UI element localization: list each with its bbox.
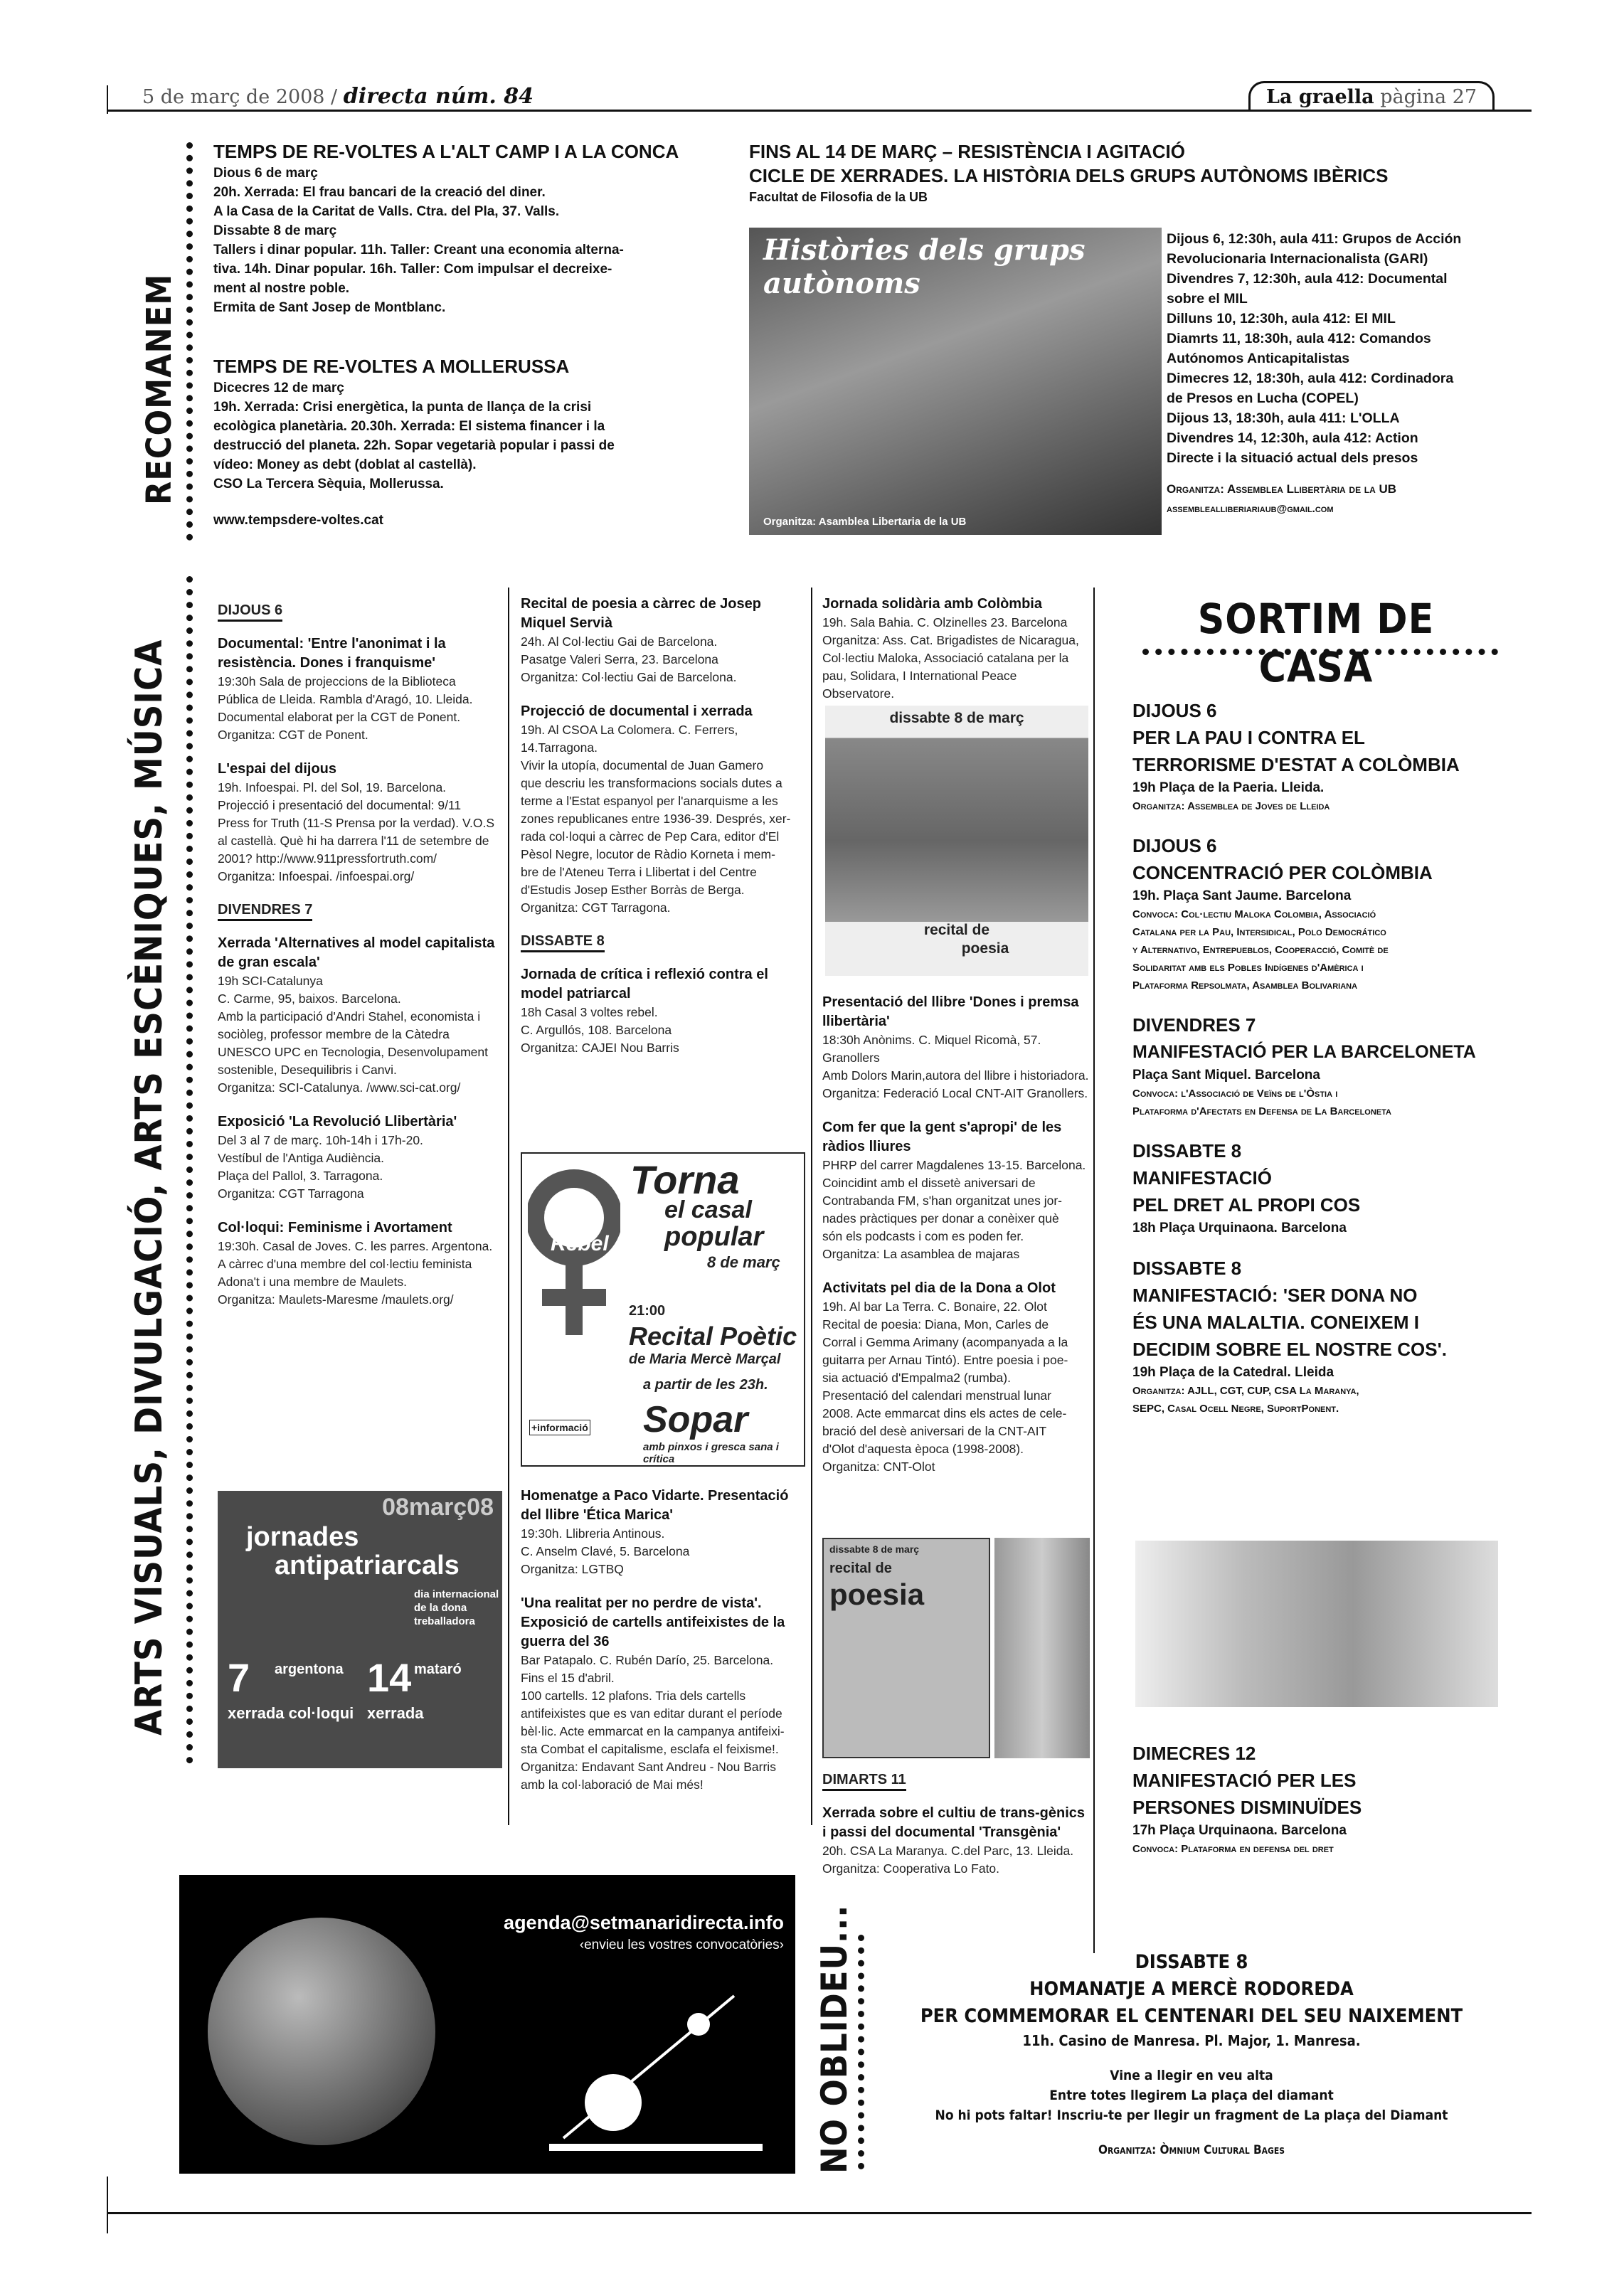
event: Xerrada sobre el cultiu de trans-gènics i passi del documental 'Transgènia' 20h. CSA La Maranya. C.del Parc, 13. Lleida. Organitza: Cooperativa Lo Fato. bbox=[822, 1805, 1086, 1876]
dotted-rule bbox=[186, 142, 193, 541]
footer-rule bbox=[107, 2212, 1532, 2214]
event: Jornada solidària amb Colòmbia 19h. Sala Bahia. C. Olzinelles 23. Barcelona Organitza: Ass. Cat. Brigadistes de Nicaragua, Col·lectiu Maloka, Associació catalana per la pau, Solidara, I International Peace Observatore. bbox=[822, 596, 1079, 701]
event: Recital de poesia a càrrec de Josep Miquel Servià 24h. Al Col·lectiu Gai de Barcelona. Pasatge Valeri Serra, 23. Barcelona Organitza: Col·lectiu Gai de Barcelona. bbox=[521, 596, 761, 684]
sortim-event: DIJOUS 6 CONCENTRACIÓ PER COLÒMBIA 19h. Plaça Sant Jaume. Barcelona Convoca: Col·lectiu Maloka Colombia, Associació Catalana per la Pau, Intersidical, Polo Democrático y Alternativo, Entrepueblos, Cooperacció, Comitè de Solidaritat amb els Pobles Indígenes d'Amèrica i Plataforma Repsolmata, Asamblea Bolivariana bbox=[1132, 835, 1433, 992]
sortim-event: DIMECRES 12 MANIFESTACIÓ PER LES PERSONES DISMINUÏDES 17h Plaça Urquinaona. Barcelona Convoca: Plataforma en defensa del dret bbox=[1132, 1743, 1362, 1855]
sortim-list bbox=[1132, 697, 1502, 1435]
section-oblideu: NO OBLIDEU... bbox=[814, 1904, 855, 2174]
recomanem-block-2: TEMPS DE RE-VOLTES A MOLLERUSSA Dicecres 12 de març 19h. Xerrada: Crisi energètica, la punta de llança de la crisi ecològica planetària. 20.30h. Xerrada: El sistema financer i la destrucció del planeta. 22h. Sopar vegetarià popular i passi de vídeo: Money as debt (doblat al castellà). CSO La Tercera Sèquia, Mollerussa. www.tempsdere-voltes.cat bbox=[213, 354, 726, 530]
dotted-rule bbox=[1142, 649, 1498, 656]
event: Homenatge a Paco Vidarte. Presentació del llibre 'Ética Marica' 19:30h. Llibreria Antinous. C. Anselm Clavé, 5. Barcelona Organitza: LGTBQ bbox=[521, 1488, 789, 1576]
recomanem-block-3: FINS AL 14 DE MARÇ – RESISTÈNCIA I AGITACIÓ CICLE DE XERRADES. LA HISTÒRIA DELS GRUPS AUTÒNOMS IBÈRICS Facultat de Filosofia de la UB bbox=[749, 141, 1389, 204]
megaphone-figure-icon bbox=[549, 1982, 763, 2152]
sortim-event: DISSABTE 8 MANIFESTACIÓ PEL DRET AL PROPI COS 18h Plaça Urquinaona. Barcelona bbox=[1132, 1140, 1361, 1235]
photo-decorative bbox=[994, 1538, 1090, 1758]
event: Xerrada 'Alternatives al model capitalista de gran escala' 19h SCI-Catalunya C. Carme, 95, baixos. Barcelona. Amb la participació d'Andri Stahel, economista i sociòleg, professor membre de la Càtedra UNESCO UPC en Tecnologia, Desenvolupament sostenible, Desequilibris i Canvi. Organitza: SCI-Catalunya. /www.sci-cat.org/ bbox=[218, 935, 495, 1095]
column-1: DIJOUS 6 Documental: 'Entre l'anonimat i la resistència. Dones i franquisme' 19:30h Sala de projeccions de la Biblioteca Pública de Lleida. Rambla d'Aragó, 10. Lleida. Documental elaborat per la CGT de Ponent. Organitza: CGT de Ponent. L'espai del dijous 19h. Infoespai. Pl. del Sol, 19. Barcelona. Projecció i presentació del documental: 9/11 Press for Truth (11-S Prensa por la verdad). V.O.S al castellà. Què hi ha darrera l'11 de setembre de 2001? http://www.911pressfortruth.com/ Organitza: Infoespai. /infoespai.org/ DIVENDRES 7 Xerrada 'Alternatives al model capitalista de gran escala' 19h SCI-Catalunya C. Carme, 95, baixos. Barcelona. Amb la participació d'Andri Stahel, economista i sociòleg, professor membre de la Càtedra UNESCO UPC en Tecnologia, Desenvolupament sostenible, Desequilibris i Canvi. Organitza: SCI-Catalunya. /www.sci-cat.org/ Exposició 'La Revolució Llibertària' Del 3 al 7 de març. 10h-14h i 17h-20. Vestíbul de l'Antiga Audiència. Plaça del Pallol, 3. Tarragona. Organitza: CGT Tarragona Col·loqui: Feminisme i Avortament 19:30h. Casal de Joves. C. les parres. Argentona. A càrrec d'una membre del col·lectiu feminista Adona't i una membre de Maulets. Organitza: Maulets-Maresme /maulets.org/ bbox=[218, 602, 501, 1324]
photo-ser-dona bbox=[1135, 1541, 1498, 1707]
event: L'espai del dijous 19h. Infoespai. Pl. del Sol, 19. Barcelona. Projecció i presentació del documental: 9/11 Press for Truth (11-S Prensa por la verdad). V.O.S al castellà. Què hi ha darrera l'11 de setembre de 2001? http://www.911pressfortruth.com/ Organitza: Infoespai. /infoespai.org/ bbox=[218, 761, 495, 883]
column-2-continued bbox=[521, 1487, 805, 1809]
header-section-tab: La graella pàgina 27 bbox=[1248, 81, 1495, 111]
oblideu-block: DISSABTE 8 HOMANATJE A MERCÈ RODOREDA PER COMMEMORAR EL CENTENARI DEL SEU NAIXEMENT 11h. Casino de Manresa. Pl. Major, 1. Manresa. Vine a llegir en veu alta Entre totes llegirem La plaça del diamant No hi pots faltar! Inscriu-te per llegir un fragment de La plaça del Diamant Organitza: Òmnium Cultural Bages bbox=[920, 1951, 1463, 2157]
column-divider bbox=[508, 588, 509, 1825]
header-date: 5 de març de 2008 / directa núm. 84 bbox=[142, 84, 534, 109]
event: Presentació del llibre 'Dones i premsa llibertària' 18:30h Anònims. C. Miquel Ricomà, 57. Granollers Amb Dolors Marin,autora del llibre i historiadora. Organitza: Federació Local CNT-AIT Granollers. bbox=[822, 994, 1089, 1100]
column-3 bbox=[822, 595, 1090, 718]
header-paper: directa núm. 84 bbox=[343, 84, 534, 109]
poster-recital-poesia: dissabte 8 de març recital de poesia bbox=[822, 1538, 990, 1758]
section-recomanem: RECOMANEM bbox=[139, 273, 179, 505]
dotted-rule bbox=[858, 1935, 865, 2169]
web-link[interactable]: www.tempsdere-voltes.cat bbox=[213, 513, 383, 528]
crop-mark bbox=[107, 85, 108, 114]
event: Activitats pel dia de la Dona a Olot 19h. Al bar La Terra. C. Bonaire, 22. Olot Recital de poesia: Diana, Mon, Carles de Corral i Gemma Arimany (acompanyada a la guitarra per Arnau Tintó). Entre poesia i poe- sia actuació d'Empalma2 (rumba). Presentació del calendari menstrual lunar 2008. Acte emmarcat dins els actes de cele- bració del desè aniversari de la CNT-AIT d'Olot d'aquesta època (1998-2008). Organitza: CNT-Olot bbox=[822, 1280, 1068, 1474]
recomanem-block-1: TEMPS DE RE-VOLTES A L'ALT CAMP I A LA CONCA Dious 6 de març 20h. Xerrada: El frau bancari de la creació del diner. A la Casa de la Caritat de Valls. Ctra. del Pla, 37. Valls. Dissabte 8 de març Tallers i dinar popular. 11h. Taller: Creant una economia alterna- tiva. 14h. Dinar popular. 16h. Taller: Com impulsar el decreixe- ment al nostre poble. Ermita de Sant Josep de Montblanc. bbox=[213, 141, 679, 315]
poster-jornades-antipatriarcals: 08març08 jornades antipatriarcals dia internacional de la dona treballadora 7 14 argentona mataró xerrada col·loqui xerrada bbox=[218, 1491, 502, 1768]
poster-colombia: dissabte 8 de març recital de poesia bbox=[825, 706, 1088, 976]
event: Com fer que la gent s'apropi' de les ràdios lliures PHRP del carrer Magdalenes 13-15. Barcelona. Coincidint amb el dissetè aniversari de Contrabanda FM, s'han organitzat unes jor- nades pràctiques per donar a conèixer què són els podcasts i com es poden fer. Organitza: La asamblea de majaras bbox=[822, 1120, 1086, 1261]
column-3-end: DIMARTS 11 Xerrada sobre el cultiu de trans-gènics i passi del documental 'Transgènia' 20h. CSA La Maranya. C.del Parc, 13. Lleida. Organitza: Cooperativa Lo Fato. bbox=[822, 1771, 1090, 1893]
dotted-rule bbox=[186, 576, 193, 1764]
event: Jornada de crítica i reflexió contra el model patriarcal 18h Casal 3 voltes rebel. C. Argullós, 108. Barcelona Organitza: CAJEI Nou Barris bbox=[521, 967, 768, 1055]
section-sortim: SORTIM DE CASA bbox=[1197, 595, 1435, 691]
column-2: Recital de poesia a càrrec de Josep Miquel Servià 24h. Al Col·lectiu Gai de Barcelona. Pasatge Valeri Serra, 23. Barcelona Organitza: Col·lectiu Gai de Barcelona. Projecció de documental i xerrada 19h. Al CSOA La Colomera. C. Ferrers, 14.Tarragona. Vivir la utopía, documental de Juan Gamero que descriu les transformacions socials dutes a terme a l'Estat espanyol per l'anarquisme a les zones republicanes entre 1936-39. Després, xer- rada col·loqui a càrrec de Pep Cara, editor d'El Pèsol Negre, locutor de Ràdio Korneta i mem- bre de l'Ateneu Terra i Llibertat i del Centre d'Estudis Josep Esther Borràs de Berga. Organitza: CGT Tarragona. DISSABTE 8 Jornada de crítica i reflexió contra el model patriarcal 18h Casal 3 voltes rebel. C. Argullós, 108. Barcelona Organitza: CAJEI Nou Barris bbox=[521, 595, 805, 1073]
page-number: pàgina 27 bbox=[1380, 86, 1477, 108]
sortim-event: DIVENDRES 7 MANIFESTACIÓ PER LA BARCELONETA Plaça Sant Miquel. Barcelona Convoca: l'Associació de Veïns de l'Òstia i Plataforma d'Afectats en Defensa de La Barceloneta bbox=[1132, 1014, 1476, 1117]
column-3-continued bbox=[822, 993, 1090, 1492]
poster-grups-autonoms: Històries dels grups autònoms Organitza: Asamblea Libertaria de la UB bbox=[749, 228, 1162, 535]
event: Exposició 'La Revolució Llibertària' Del 3 al 7 de març. 10h-14h i 17h-20. Vestíbul de l'Antiga Audiència. Plaça del Pallol, 3. Tarragona. Organitza: CGT Tarragona bbox=[218, 1114, 457, 1201]
column-divider bbox=[811, 588, 812, 1825]
column-divider bbox=[1093, 588, 1095, 1953]
section-arts: ARTS VISUALS, DIVULGACIÓ, ARTS ESCÈNIQUES, MÚSICA bbox=[128, 639, 171, 1736]
sortim-event: DISSABTE 8 MANIFESTACIÓ: 'SER DONA NO ÉS UNA MALALTIA. CONEIXEM I DECIDIM SOBRE EL NOSTRE COS'. 19h Plaça de la Catedral. Lleida Organitza: AJLL, CGT, CUP, CSA La Maranya, SEPC, Casal Ocell Negre, SuportPonent. bbox=[1132, 1258, 1447, 1415]
event: 'Una realitat per no perdre de vista'. Exposició de cartells antifeixistes de la guerra del 36 Bar Patapalo. C. Rubén Darío, 25. Barcelona. Fins el 15 d'abril. 100 cartells. 12 plafons. Tria dels cartells antifeixistes que es van editar durant el període bèl·lic. Acte emmarcat en la campanya antifeixi- sta Combat el capitalisme, esclafa el feixisme!. Organitza: Endavant Sant Andreu - Nou Barris amb la col·laboració de Mai més! bbox=[521, 1595, 785, 1792]
agenda-email[interactable]: agenda@setmanaridirecta.info bbox=[504, 1912, 784, 1933]
event: Projecció de documental i xerrada 19h. Al CSOA La Colomera. C. Ferrers, 14.Tarragona. Vivir la utopía, documental de Juan Gamero que descriu les transformacions socials dutes a terme a l'Estat espanyol per l'anarquisme a les zones republicanes entre 1936-39. Després, xer- rada col·loqui a càrrec de Pep Cara, editor d'El Pèsol Negre, locutor de Ràdio Korneta i mem- bre de l'Ateneu Terra i Llibertat i del Centre d'Estudis Josep Esther Borràs de Berga. Organitza: CGT Tarragona. bbox=[521, 703, 791, 915]
sortim-list-end bbox=[1132, 1740, 1502, 1858]
globe-icon bbox=[208, 1918, 435, 2145]
agenda-banner: agenda@setmanaridirecta.info ‹envieu les vostres convocatòries› bbox=[179, 1875, 795, 2174]
xerrades-schedule: Dijous 6, 12:30h, aula 411: Grupos de Acción Revolucionaria Internacionalista (GARI) Divendres 7, 12:30h, aula 412: Documental sobre el MIL Dilluns 10, 12:30h, aula 412: El MIL Diamrts 11, 18:30h, aula 412: Comandos Autónomos Anticapitalistas Dimecres 12, 18:30h, aula 412: Cordinadora de Presos en Lucha (COPEL) Dijous 13, 18:30h, aula 411: L'OLLA Divendres 14, 12:30h, aula 412: Action Directe i la situació actual dels presos Organitza: Assemblea Llibertària de la UB assemblealliberiariaub@gmail.com bbox=[1167, 231, 1462, 515]
crop-mark bbox=[107, 2177, 108, 2233]
event: Col·loqui: Feminisme i Avortament 19:30h. Casal de Joves. C. les parres. Argentona. A càrrec d'una membre del col·lectiu feminista Adona't i una membre de Maulets. Organitza: Maulets-Maresme /maulets.org/ bbox=[218, 1220, 493, 1307]
event: Documental: 'Entre l'anonimat i la resistència. Dones i franquisme' 19:30h Sala de projeccions de la Biblioteca Pública de Lleida. Rambla d'Aragó, 10. Lleida. Documental elaborat per la CGT de Ponent. Organitza: CGT de Ponent. bbox=[218, 636, 473, 742]
sortim-event: DIJOUS 6 PER LA PAU I CONTRA EL TERRORISME D'ESTAT A COLÒMBIA 19h Plaça de la Paeria. Lleida. Organitza: Assemblea de Joves de Lleida bbox=[1132, 700, 1460, 812]
poster-torna-casal-popular: Torna el casal popular 8 de març voltes Rebel 21:00 Recital Poètic de Maria Mercè Marçal a partir de les 23h. Sopar amb pinxos i gresca sana i crítica +informació bbox=[521, 1152, 805, 1467]
